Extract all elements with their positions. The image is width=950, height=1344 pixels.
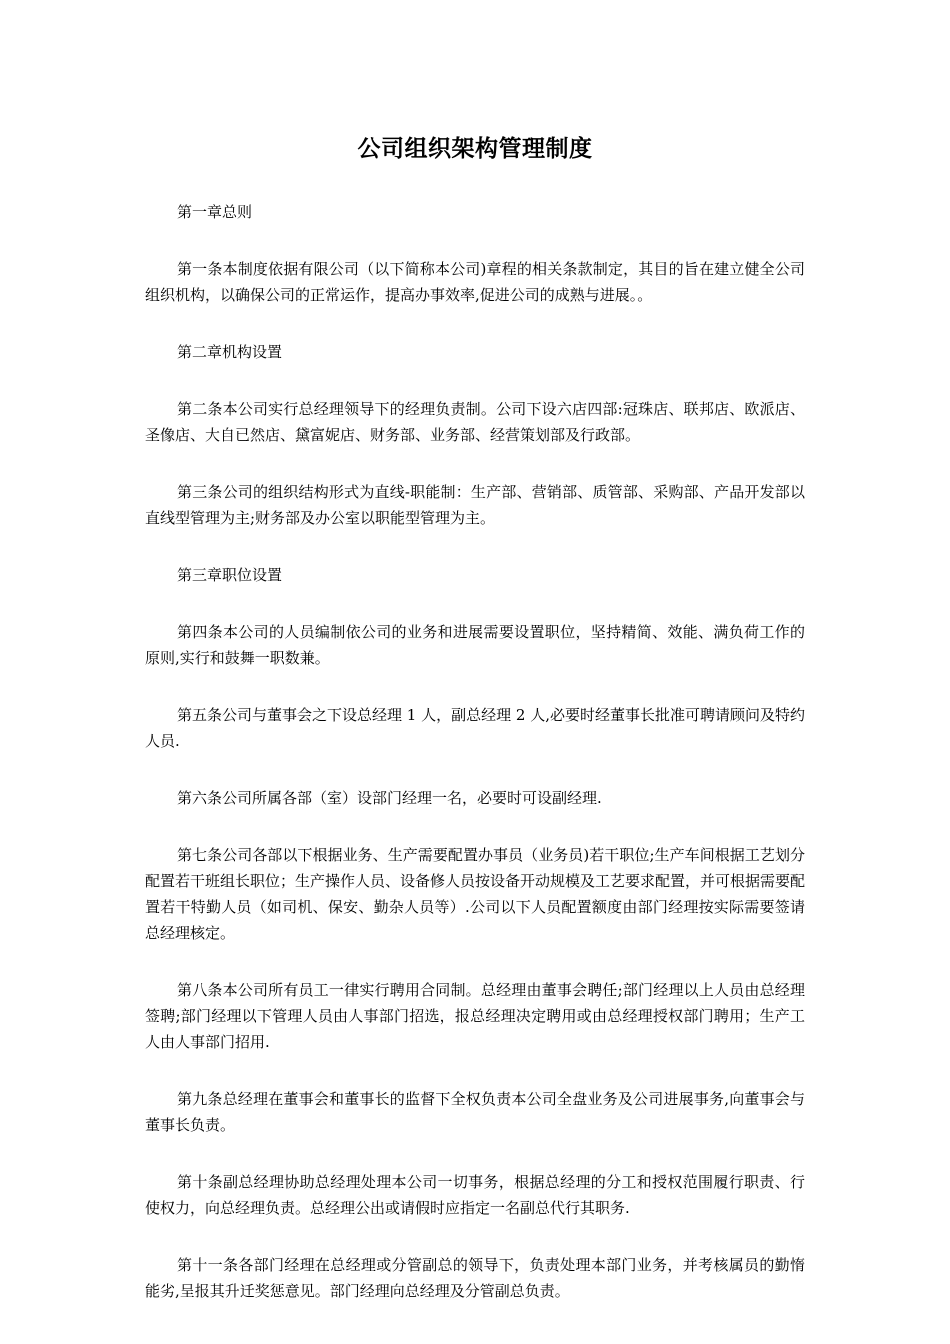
document-body [145,199,805,1335]
chapter-heading: 第二章机构设置 [177,343,283,361]
article-paragraph: 第二条本公司实行总经理领导下的经理负责制。公司下设六店四部:冠珠店、联邦店、欧派店、圣像店、大自已然店、黛富妮店、财务部、业务部、经营策划部及行政部。 [145,400,805,444]
article-paragraph: 第八条本公司所有员工一律实行聘用合同制。总经理由董事会聘任;部门经理以上人员由总经理签聘;部门经理以下管理人员由人事部门招选，报总经理决定聘用或由总经理授权部门聘用；生产工人由人事部门招用. [145,981,805,1051]
article-paragraph: 第六条公司所属各部（室）设部门经理一名，必要时可设副经理. [177,789,602,807]
article-paragraph: 第十条副总经理协助总经理处理本公司一切事务，根据总经理的分工和授权范围履行职责、行使权力，向总经理负责。总经理公出或请假时应指定一名副总代行其职务. [145,1173,805,1217]
article-paragraph: 第九条总经理在董事会和董事长的监督下全权负责本公司全盘业务及公司进展事务,向董事会与董事长负责。 [145,1090,805,1134]
chapter-heading: 第三章职位设置 [177,566,283,584]
article-paragraph: 第十一条各部门经理在总经理或分管副总的领导下，负责处理本部门业务，并考核属员的勤惰能劣,呈报其升迁奖惩意见。部门经理向总经理及分管副总负责。 [145,1256,805,1300]
chapter-heading: 第一章总则 [177,203,253,221]
document-title: 公司组织架构管理制度 [357,135,593,162]
article-paragraph: 第一条本制度依据有限公司（以下简称本公司)章程的相关条款制定，其目的旨在建立健全公司组织机构，以确保公司的正常运作，提高办事效率,促进公司的成熟与进展。。 [145,260,805,304]
article-paragraph: 第七条公司各部以下根据业务、生产需要配置办事员（业务员)若干职位;生产车间根据工艺划分配置若干班组长职位；生产操作人员、设备修人员按设备开动规模及工艺要求配置，并可根据需要配置若干特勤人员（如司机、保安、勤杂人员等）.公司以下人员配置额度由部门经理按实际需要签请总经理核定。 [145,846,806,942]
article-paragraph: 第四条本公司的人员编制依公司的业务和进展需要设置职位，坚持精简、效能、满负荷工作的原则,实行和鼓舞一职数兼。 [145,623,805,667]
article-paragraph: 第三条公司的组织结构形式为直线-职能制：生产部、营销部、质管部、采购部、产品开发部以直线型管理为主;财务部及办公室以职能型管理为主。 [145,483,805,527]
article-paragraph: 第五条公司与董事会之下设总经理 1 人，副总经理 2 人,必要时经董事长批准可聘请顾问及特约人员. [145,706,805,750]
